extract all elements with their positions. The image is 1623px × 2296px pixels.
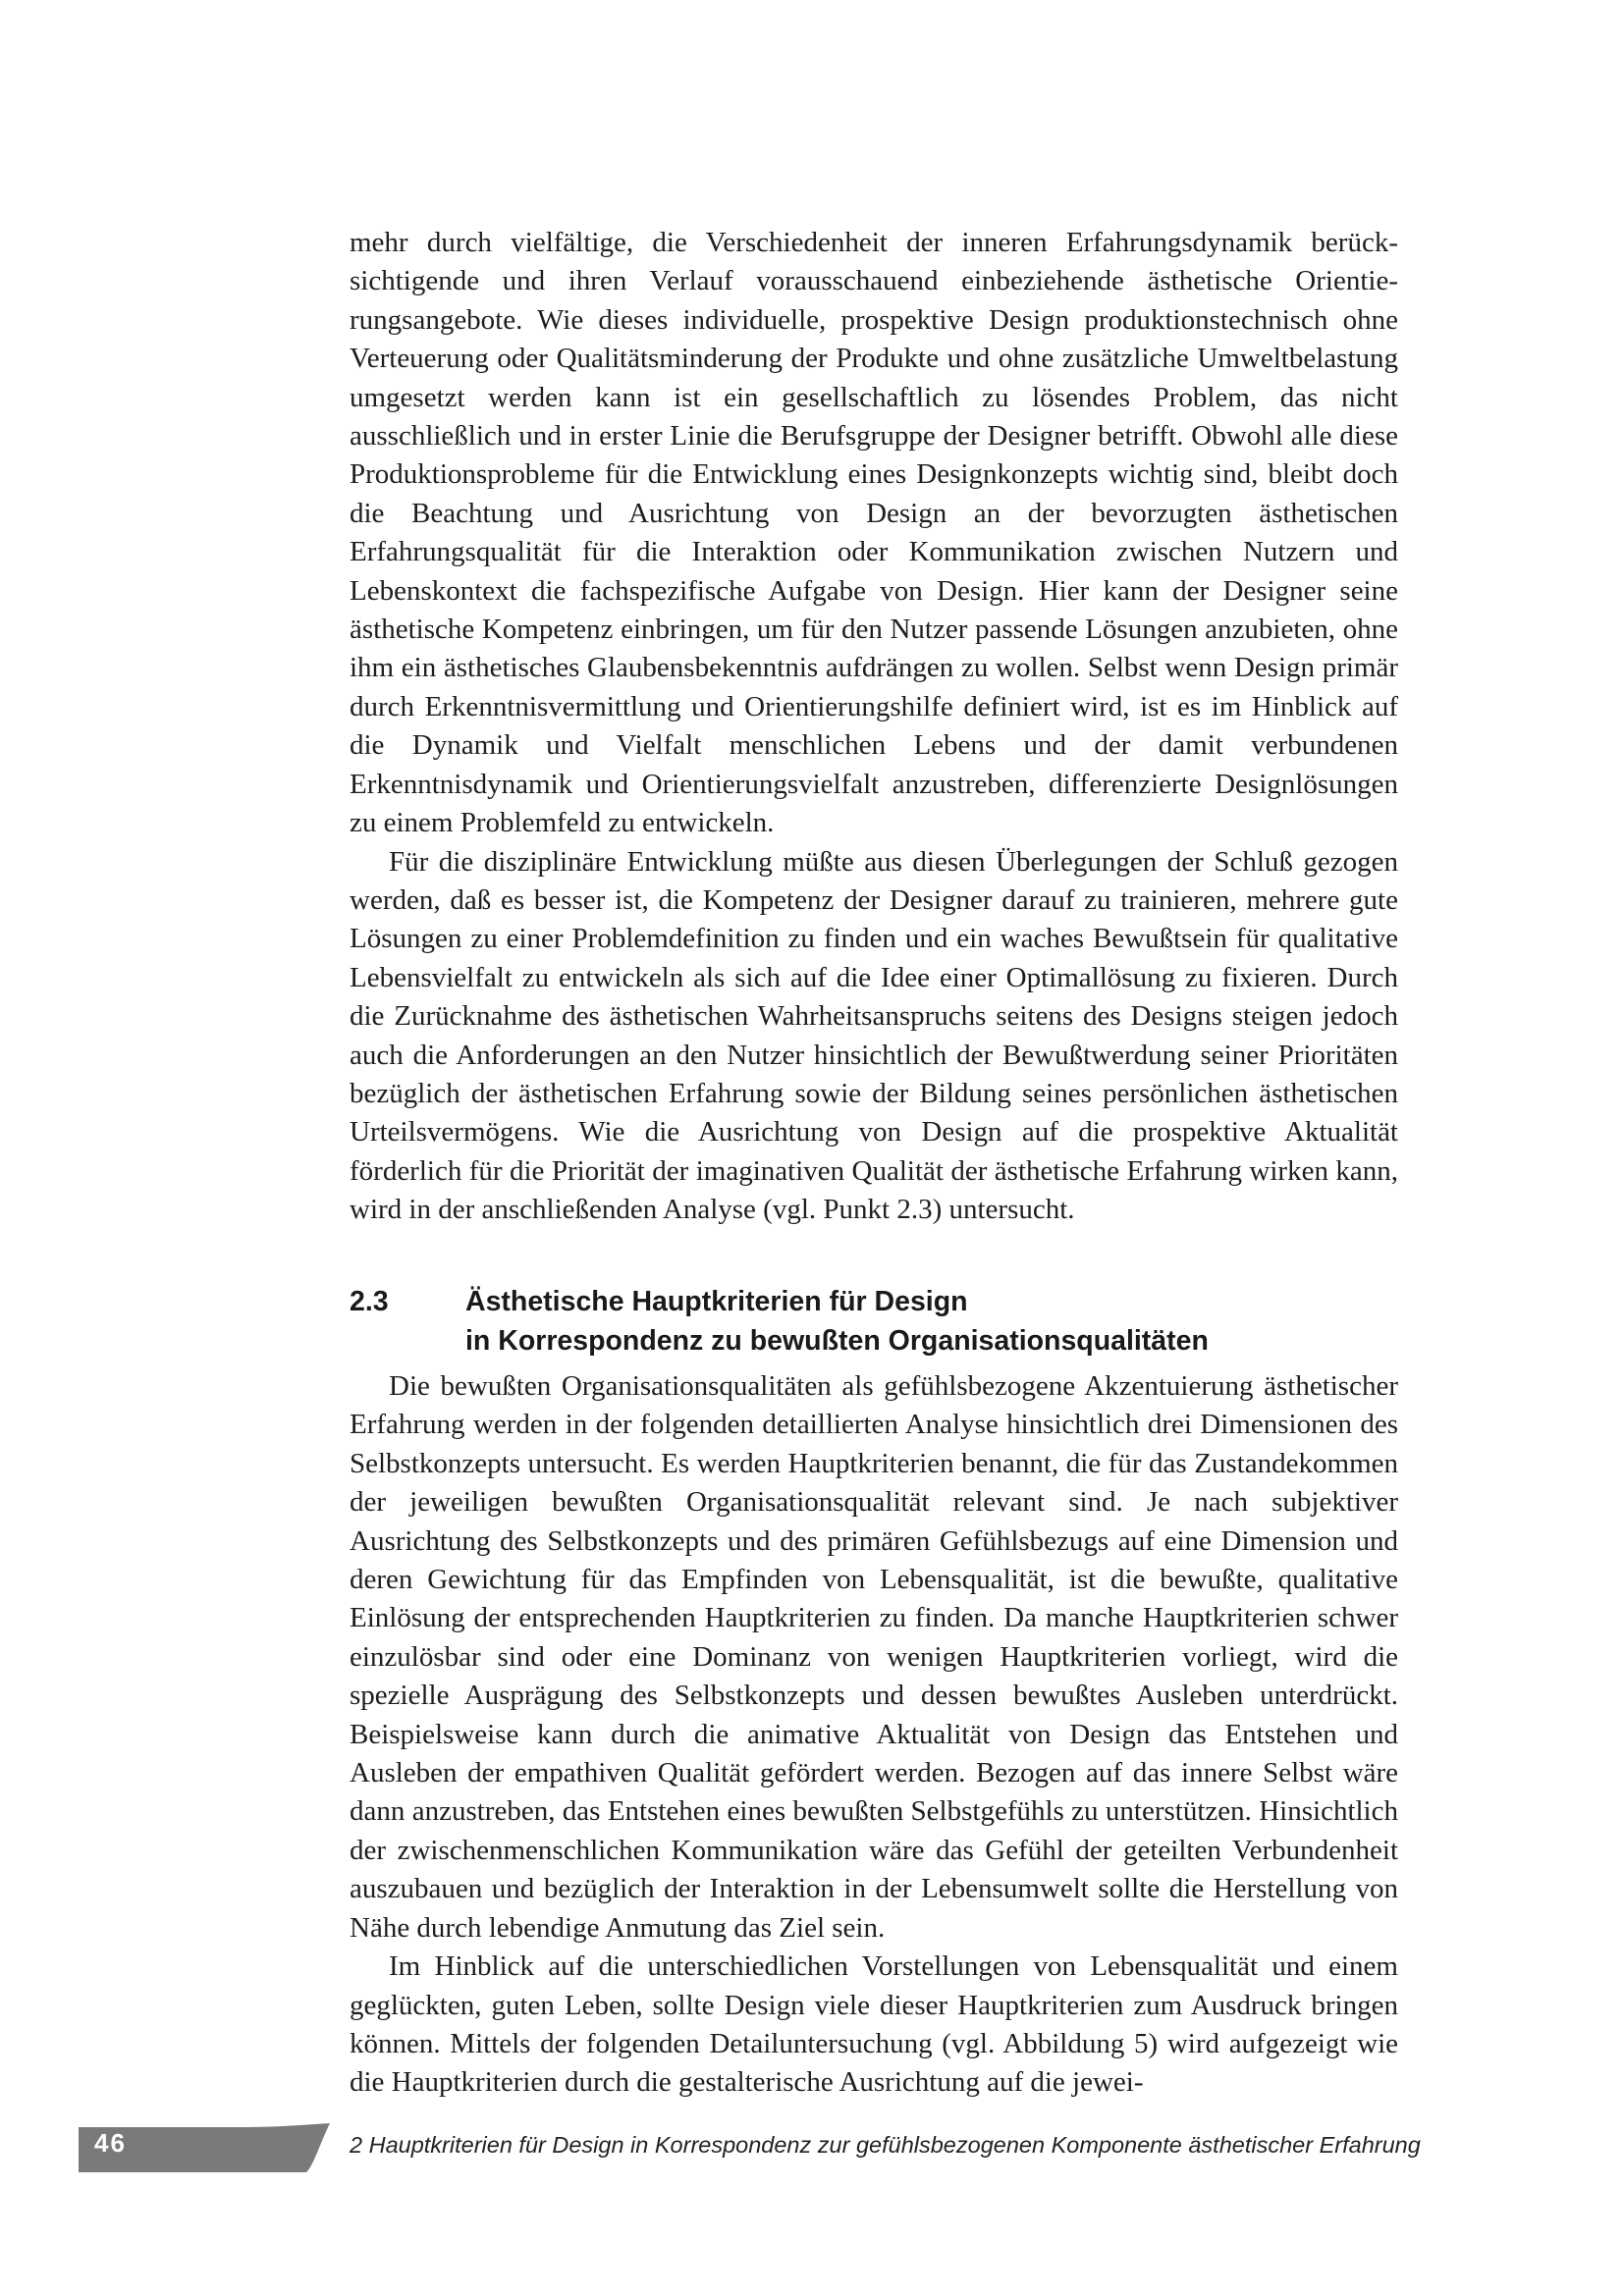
- section-number: 2.3: [350, 1286, 389, 1317]
- paragraph: mehr durch vielfältige, die Verschiedenheit der inneren Erfahrungsdynamik berücksichtigende und ihren Verlauf vorausschauend einbeziehende ästhetische Orientierungsangebote. Wie dieses individuelle, prospektive Design produktionstechnisch ohne Verteuerung oder Qualitätsminderung der Produkte und ohne zusätzliche Umweltbelastung umgesetzt werden kann ist ein gesellschaftlich zu lösendes Problem, das nicht ausschließlich und in erster Linie die Berufsgruppe der Designer betrifft. Obwohl alle diese Produktionsprobleme für die Entwicklung eines Designkonzepts wichtig sind, bleibt doch die Beachtung und Ausrichtung von Design an der bevorzugten ästhetischen Erfahrungsqualität für die Interaktion oder Kommunikation zwischen Nutzern und Lebenskontext die fachspezifische Aufgabe von Design. Hier kann der Designer seine ästhetische Kompetenz einbringen, um für den Nutzer passende Lösungen anzubieten, ohne ihm ein ästhetisches Glaubensbekenntnis aufdrängen zu wollen. Selbst wenn Design primär durch Erkenntnisvermittlung und Orientierungshilfe definiert wird, ist es im Hinblick auf die Dynamik und Vielfalt menschlichen Lebens und der damit verbundenen Erkenntnisdynamik und Orientierungsvielfalt anzustreben, differenzierte Designlösungen zu einem Problemfeld zu entwickeln.: [350, 227, 1398, 839]
- body-section-1: [350, 224, 1398, 1230]
- paragraph: Die bewußten Organisationsqualitäten als gefühlsbezogene Akzentuierung ästhetischer Erfahrung werden in der folgenden detaillierten Analyse hinsichtlich drei Dimensionen des Selbstkonzepts untersucht. Es werden Hauptkriterien benannt, die für das Zustandekommen der jeweiligen bewußten Organisationsqualität relevant sind. Je nach subjektiver Ausrichtung des Selbstkonzepts und des primären Gefühlsbezugs auf eine Dimension und deren Gewichtung für das Empfinden von Lebensqualität, ist die bewußte, qualitative Einlösung der entsprechenden Hauptkriterien zu finden. Da manche Hauptkriterien schwer einzulösbar sind oder eine Dominanz von wenigen Hauptkriterien vorliegt, wird die spezielle Ausprägung des Selbstkonzepts und dessen bewußtes Ausleben unterdrückt. Beispielsweise kann durch die animative Aktualität von Design das Entstehen und Ausleben der empathiven Qualität gefördert werden. Bezogen auf das innere Selbst wäre dann anzustreben, das Entstehen eines bewußten Selbstgefühls zu unterstützen. Hinsichtlich der zwischenmenschlichen Kommunikation wäre das Gefühl der geteilten Verbundenheit auszubauen und bezüglich der Interaktion in der Lebensumwelt sollte die Herstellung von Nähe durch lebendige Anmutung das Ziel sein.: [350, 1370, 1398, 1944]
- page-number: 46: [94, 2128, 127, 2158]
- section-title-line-2: in Korrespondenz zu bewußten Organisationsqualitäten: [465, 1325, 1209, 1357]
- section-title-line-1: Ästhetische Hauptkriterien für Design: [465, 1286, 968, 1317]
- paragraph: Für die disziplinäre Entwicklung müßte aus diesen Überlegungen der Schluß gezogen werden, daß es besser ist, die Kompetenz der Designer darauf zu trainieren, mehrere gute Lösungen zu einer Problemdefinition zu finden und ein waches Bewußtsein für qualitative Lebensvielfalt zu entwickeln als sich auf die Idee einer Optimallösung zu fixieren. Durch die Zurücknahme des ästhetischen Wahrheitsanspruchs seitens des Designs steigen jedoch auch die Anforderungen an den Nutzer hinsichtlich der Bewußtwerdung seiner Prioritäten bezüglich der ästhetischen Erfahrung sowie der Bildung seines persönlichen ästhetischen Urteilsvermögens. Wie die Ausrichtung von Design auf die prospektive Aktualität förderlich für die Priorität der imaginativen Qualität der ästhetische Erfahrung wirken kann, wird in der anschließenden Analyse (vgl. Punkt 2.3) untersucht.: [350, 845, 1398, 1226]
- paragraph: Im Hinblick auf die unterschiedlichen Vorstellungen von Lebensqualität und einem geglückten, guten Leben, sollte Design viele dieser Hauptkriterien zum Ausdruck bringen können. Mittels der folgenden Detailuntersuchung (vgl. Abbildung 5) wird aufgezeigt wie die Hauptkriterien durch die gestalterische Ausrichtung auf die jewei-: [350, 1950, 1398, 2099]
- body-section-2: [350, 1367, 1398, 2103]
- running-footer: 2 Hauptkriterien für Design in Korrespondenz zur gefühlsbezogenen Komponente ästhetischer Erfahrung: [350, 2132, 1421, 2158]
- section-title: [465, 1282, 1398, 1361]
